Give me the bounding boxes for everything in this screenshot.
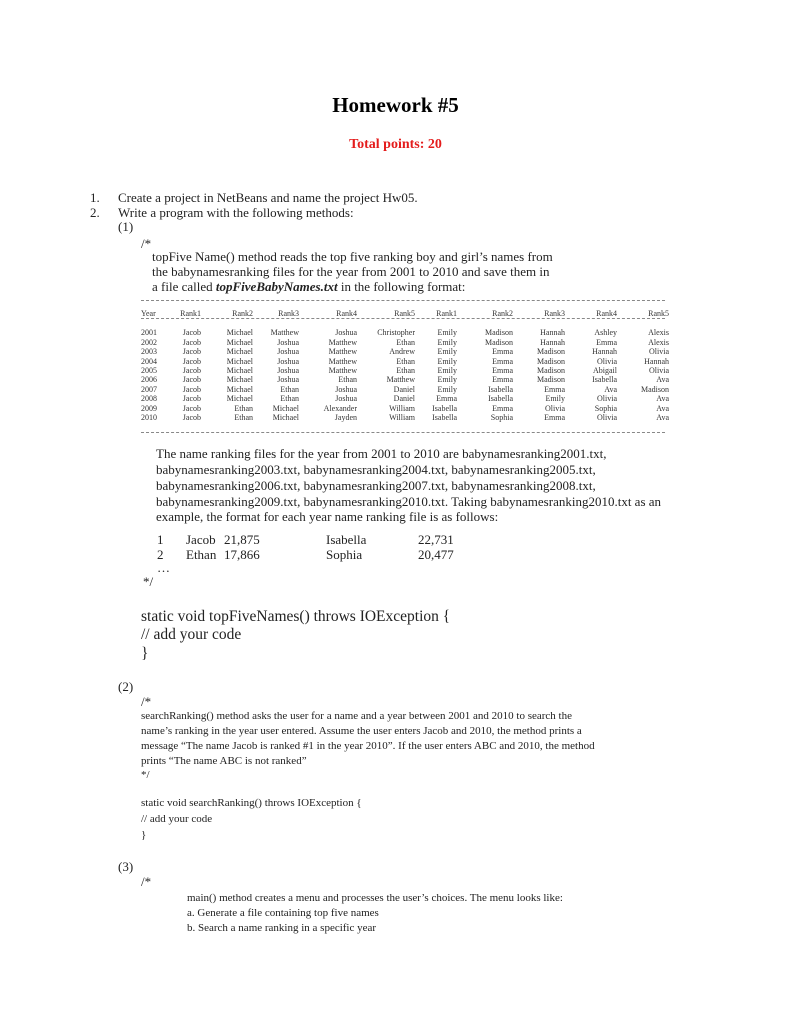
column-header: Rank4: [596, 309, 617, 318]
comment-close: */: [141, 769, 150, 781]
name-cell: Andrew: [389, 347, 415, 357]
name-cell: Ethan: [396, 356, 415, 366]
total-points: Total points: 20: [349, 137, 442, 152]
name-cell: Hannah: [540, 337, 565, 347]
name-cell: Emily: [437, 356, 457, 366]
description-line: prints “The name ABC is not ranked”: [141, 755, 307, 767]
name-cell: Christopher: [377, 328, 415, 338]
description-line: searchRanking() method asks the user for a name and a year between 2001 and 2010 to search the: [141, 710, 572, 722]
sample-boy-count: 21,875: [224, 532, 260, 547]
name-cell: Daniel: [393, 384, 415, 394]
page-title: Homework #5: [332, 93, 459, 117]
name-cell: Emily: [545, 394, 565, 404]
name-cell: Ethan: [234, 403, 253, 413]
method-signature: static void topFiveNames() throws IOException {: [141, 608, 451, 625]
name-cell: Ethan: [280, 384, 299, 394]
description-line: babynamesranking2009.txt, babynamesranking2010.txt. Taking babynamesranking2010.txt as an: [156, 494, 662, 509]
name-cell: Isabella: [488, 394, 513, 404]
name-cell: Hannah: [540, 328, 565, 338]
step-number: 1.: [90, 190, 100, 205]
name-cell: Ethan: [396, 366, 415, 376]
name-cell: Joshua: [277, 375, 299, 385]
name-cell: Joshua: [335, 328, 357, 338]
name-cell: Sophia: [594, 403, 617, 413]
output-filename: topFiveBabyNames.txt: [215, 279, 338, 294]
name-cell: Matthew: [386, 375, 415, 385]
method-signature: static void searchRanking() throws IOException {: [141, 797, 362, 809]
step-text: Write a program with the following methods:: [118, 205, 354, 220]
column-header: Rank5: [394, 309, 415, 318]
name-cell: Matthew: [328, 366, 357, 376]
name-cell: Ethan: [396, 337, 415, 347]
name-cell: Joshua: [277, 356, 299, 366]
name-cell: Michael: [226, 394, 253, 404]
name-cell: Ava: [656, 403, 669, 413]
name-cell: Ashley: [594, 328, 617, 338]
table-row: [141, 385, 669, 394]
column-header: Rank2: [492, 309, 513, 318]
description-line: message “The name Jacob is ranked #1 in the year 2010”. If the user enters ABC and 2010, the method: [141, 740, 595, 752]
column-header: Rank1: [180, 309, 201, 318]
table-row: [141, 375, 669, 384]
name-cell: Michael: [272, 413, 299, 423]
name-cell: Jacob: [182, 347, 201, 357]
name-cell: Joshua: [335, 384, 357, 394]
table-row: [141, 413, 669, 422]
name-cell: Alexander: [323, 403, 357, 413]
description-line: example, the format for each year name ranking file is as follows:: [156, 509, 499, 524]
year-cell: 2010: [141, 413, 157, 423]
ranking-table: [141, 309, 669, 422]
name-cell: William: [389, 403, 415, 413]
column-header: Year: [141, 309, 156, 318]
name-cell: Michael: [226, 384, 253, 394]
ellipsis: …: [157, 560, 170, 575]
name-cell: Ava: [604, 384, 617, 394]
description-line: the babynamesranking files for the year from 2001 to 2010 and save them in: [152, 264, 550, 279]
name-cell: Michael: [226, 375, 253, 385]
name-cell: Michael: [226, 337, 253, 347]
name-cell: Emily: [437, 375, 457, 385]
name-cell: Jacob: [182, 337, 201, 347]
sample-girl-count: 22,731: [418, 532, 454, 547]
comment-open: /*: [141, 236, 152, 251]
year-cell: 2009: [141, 403, 157, 413]
name-cell: Madison: [641, 384, 669, 394]
year-cell: 2008: [141, 394, 157, 404]
name-cell: Jacob: [182, 328, 201, 338]
part-label: (1): [118, 219, 134, 234]
name-cell: Daniel: [393, 394, 415, 404]
column-header: Rank3: [544, 309, 565, 318]
description-text: a file called: [152, 279, 216, 294]
sample-girl-count: 20,477: [418, 547, 454, 562]
name-cell: Hannah: [592, 347, 617, 357]
table-divider: [141, 432, 665, 433]
name-cell: Joshua: [277, 347, 299, 357]
name-cell: Isabella: [432, 413, 457, 423]
name-cell: Emma: [544, 413, 565, 423]
name-cell: Olivia: [597, 413, 617, 423]
column-header: Rank1: [436, 309, 457, 318]
sample-girl-name: Sophia: [326, 547, 363, 562]
name-cell: Jacob: [182, 403, 201, 413]
name-cell: Matthew: [328, 337, 357, 347]
name-cell: Emma: [492, 356, 513, 366]
table-row: [141, 347, 669, 356]
table-row: [141, 338, 669, 347]
name-cell: Joshua: [277, 337, 299, 347]
name-cell: Madison: [537, 347, 565, 357]
name-cell: Michael: [226, 366, 253, 376]
column-header: Rank5: [648, 309, 669, 318]
code-comment: // add your code: [141, 626, 242, 643]
name-cell: Jacob: [182, 356, 201, 366]
name-cell: Michael: [226, 328, 253, 338]
name-cell: Emily: [437, 384, 457, 394]
name-cell: Matthew: [270, 328, 299, 338]
name-cell: Michael: [226, 347, 253, 357]
name-cell: Madison: [537, 366, 565, 376]
name-cell: Jayden: [334, 413, 357, 423]
name-cell: Emma: [492, 366, 513, 376]
name-cell: Isabella: [432, 403, 457, 413]
step-text: Create a project in NetBeans and name the project Hw05.: [118, 190, 418, 205]
name-cell: Jacob: [182, 394, 201, 404]
table-row: [141, 394, 669, 403]
name-cell: Olivia: [649, 347, 669, 357]
table-row: [141, 357, 669, 366]
name-cell: Madison: [485, 328, 513, 338]
name-cell: Isabella: [592, 375, 617, 385]
sample-rank: 2: [157, 547, 164, 562]
year-cell: 2001: [141, 328, 157, 338]
comment-close: */: [143, 574, 154, 589]
table-header-row: [141, 309, 669, 323]
name-cell: Ava: [656, 375, 669, 385]
year-cell: 2004: [141, 356, 157, 366]
name-cell: Isabella: [488, 384, 513, 394]
menu-option: b. Search a name ranking in a specific year: [187, 922, 377, 934]
part-label: (2): [118, 679, 134, 694]
step-number: 2.: [90, 205, 100, 220]
sample-girl-name: Isabella: [326, 532, 367, 547]
sample-boy-name: Ethan: [186, 547, 217, 562]
name-cell: Alexis: [648, 328, 669, 338]
column-header: Rank4: [336, 309, 357, 318]
comment-open: /*: [141, 694, 152, 709]
name-cell: Emma: [492, 347, 513, 357]
name-cell: Emily: [437, 328, 457, 338]
comment-open: /*: [141, 874, 152, 889]
name-cell: Michael: [272, 403, 299, 413]
name-cell: Jacob: [182, 366, 201, 376]
name-cell: Jacob: [182, 375, 201, 385]
name-cell: Joshua: [277, 366, 299, 376]
description-text: in the following format:: [337, 279, 466, 294]
description-line: The name ranking files for the year from 2001 to 2010 are babynamesranking2001.txt,: [156, 446, 607, 461]
name-cell: Matthew: [328, 347, 357, 357]
name-cell: Ava: [656, 394, 669, 404]
description-line: [152, 279, 465, 295]
table-row: [141, 323, 669, 337]
year-cell: 2002: [141, 337, 157, 347]
closing-brace: }: [141, 645, 149, 662]
name-cell: Sophia: [490, 413, 513, 423]
part-label: (3): [118, 859, 134, 874]
name-cell: Ava: [656, 413, 669, 423]
closing-brace: }: [141, 829, 147, 841]
sample-rank: 1: [157, 532, 164, 547]
name-cell: Olivia: [545, 403, 565, 413]
name-cell: Ethan: [234, 413, 253, 423]
name-cell: Jacob: [182, 413, 201, 423]
name-cell: Emma: [436, 394, 457, 404]
name-cell: Alexis: [648, 337, 669, 347]
year-cell: 2003: [141, 347, 157, 357]
name-cell: Emily: [437, 347, 457, 357]
code-comment: // add your code: [141, 813, 213, 825]
name-cell: Emma: [544, 384, 565, 394]
name-cell: Joshua: [335, 394, 357, 404]
name-cell: Ethan: [280, 394, 299, 404]
name-cell: Madison: [537, 375, 565, 385]
name-cell: Olivia: [649, 366, 669, 376]
year-cell: 2007: [141, 384, 157, 394]
name-cell: Matthew: [328, 356, 357, 366]
name-cell: Olivia: [597, 394, 617, 404]
column-header: Rank3: [278, 309, 299, 318]
sample-boy-count: 17,866: [224, 547, 260, 562]
table-row: [141, 366, 669, 375]
name-cell: Jacob: [182, 384, 201, 394]
name-cell: Michael: [226, 356, 253, 366]
name-cell: Olivia: [597, 356, 617, 366]
description-line: babynamesranking2006.txt, babynamesranking2007.txt, babynamesranking2008.txt,: [156, 478, 596, 493]
name-cell: Madison: [537, 356, 565, 366]
menu-option: a. Generate a file containing top five names: [187, 907, 379, 919]
name-cell: Ethan: [338, 375, 357, 385]
description-line: main() method creates a menu and processes the user’s choices. The menu looks like:: [187, 892, 563, 904]
name-cell: Madison: [485, 337, 513, 347]
name-cell: Emma: [492, 403, 513, 413]
name-cell: Emma: [596, 337, 617, 347]
description-line: babynamesranking2003.txt, babynamesranking2004.txt, babynamesranking2005.txt,: [156, 462, 596, 477]
table-divider: [141, 300, 665, 301]
column-header: Rank2: [232, 309, 253, 318]
name-cell: Emily: [437, 366, 457, 376]
sample-boy-name: Jacob: [186, 532, 216, 547]
name-cell: Emily: [437, 337, 457, 347]
table-row: [141, 404, 669, 413]
name-cell: William: [389, 413, 415, 423]
name-cell: Abigail: [593, 366, 617, 376]
description-line: name’s ranking in the year user entered. Assume the user enters Jacob and 2010, the method prints a: [141, 725, 582, 737]
name-cell: Emma: [492, 375, 513, 385]
year-cell: 2006: [141, 375, 157, 385]
name-cell: Hannah: [644, 356, 669, 366]
year-cell: 2005: [141, 366, 157, 376]
description-line: topFive Name() method reads the top five ranking boy and girl’s names from: [152, 249, 553, 264]
